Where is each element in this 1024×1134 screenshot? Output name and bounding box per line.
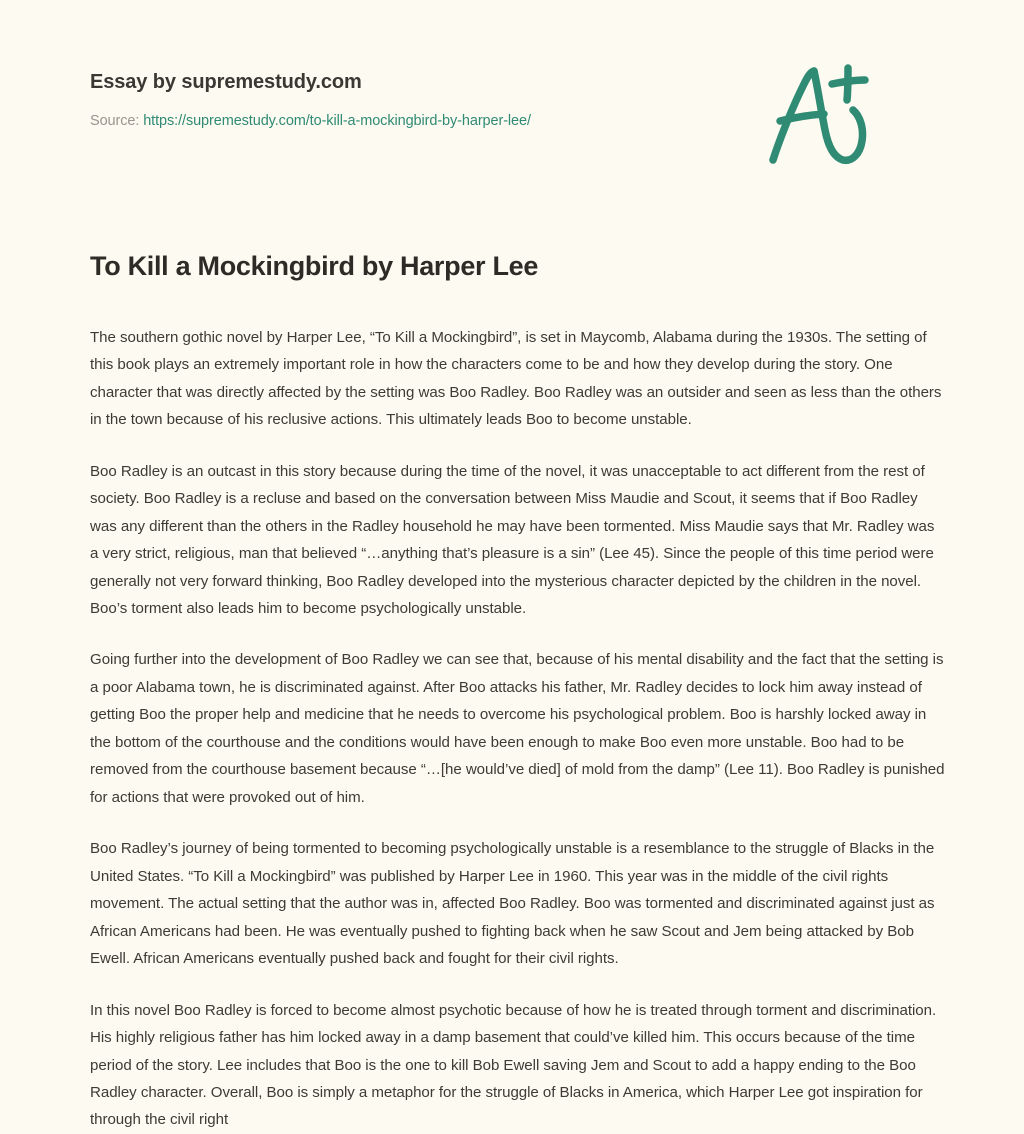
- source-label: Source:: [90, 113, 140, 129]
- a-plus-logo-icon: [760, 58, 880, 176]
- a-plus-logo: [760, 58, 880, 176]
- essay-body: [90, 284, 946, 1134]
- page-header: [90, 0, 946, 200]
- page-title: To Kill a Mockingbird by Harper Lee: [90, 251, 539, 281]
- source-line: [90, 94, 531, 129]
- essay-paragraph: In this novel Boo Radley is forced to become almost psychotic because of how he is treated through torment and discrimination. His highly religious father has him locked away in a damp basement that could’ve killed him. This occurs because of the time period of the story. Lee includes that Boo is the one to kill Bob Ewell saving Jem and Scout to add a happy ending to the Boo Radley character. Overall, Boo is simply a metaphor for the struggle of Blacks in America, which Harper Lee got inspiration for through the civil right: [90, 1001, 937, 1129]
- essay-paragraph: Boo Radley’s journey of being tormented to becoming psychologically unstable is a resemblance to the struggle of Blacks in the United States. “To Kill a Mockingbird” was published by Harper Lee in 1960. This year was in the middle of the civil rights movement. The actual setting that the author was in, affected Boo Radley. Boo was tormented and discriminated against just as African Americans had been. He was eventually pushed to fighting back when he saw Scout and Jem being attacked by Bob Ewell. African Americans eventually pushed back and fought for their civil rights.: [90, 840, 935, 968]
- source-url-link[interactable]: https://supremestudy.com/to-kill-a-mockingbird-by-harper-lee/: [143, 113, 531, 129]
- essay-paragraph: The southern gothic novel by Harper Lee, “To Kill a Mockingbird”, is set in Maycomb, Alabama during the 1930s. The setting of this book plays an extremely important role in how the characters come to be and how they develop during the story. One character that was directly affected by the setting was Boo Radley. Boo Radley was an outsider and seen as less than the others in the town because of his reclusive actions. This ultimately leads Boo to become unstable.: [90, 328, 942, 429]
- essay-paragraph: Boo Radley is an outcast in this story because during the time of the novel, it was unacceptable to act different from the rest of society. Boo Radley is a recluse and based on the conversation between Miss Maudie and Scout, it seems that if Boo Radley was any different than the others in the Radley household he may have been tormented. Miss Maudie says that Mr. Radley was a very strict, religious, man that believed “…anything that’s pleasure is a sin” (Lee 45). Since the people of this time period were generally not very forward thinking, Boo Radley developed into the mysterious character depicted by the children in the novel. Boo’s torment also leads him to become psychologically unstable.: [90, 462, 935, 617]
- byline: Essay by supremestudy.com: [90, 71, 362, 93]
- essay-paragraph: Going further into the development of Boo Radley we can see that, because of his mental disability and the fact that the setting is a poor Alabama town, he is discriminated against. After Boo attacks his father, Mr. Radley decides to lock him away instead of getting Boo the proper help and medicine that he needs to overcome his psychological problem. Boo is harshly locked away in the bottom of the courthouse and the conditions would have been enough to make Boo even more unstable. Boo had to be removed from the courthouse basement because “…[he would’ve died] of mold from the damp” (Lee 11). Boo Radley is punished for actions that were provoked out of him.: [90, 651, 945, 806]
- header-text-block: [90, 0, 531, 129]
